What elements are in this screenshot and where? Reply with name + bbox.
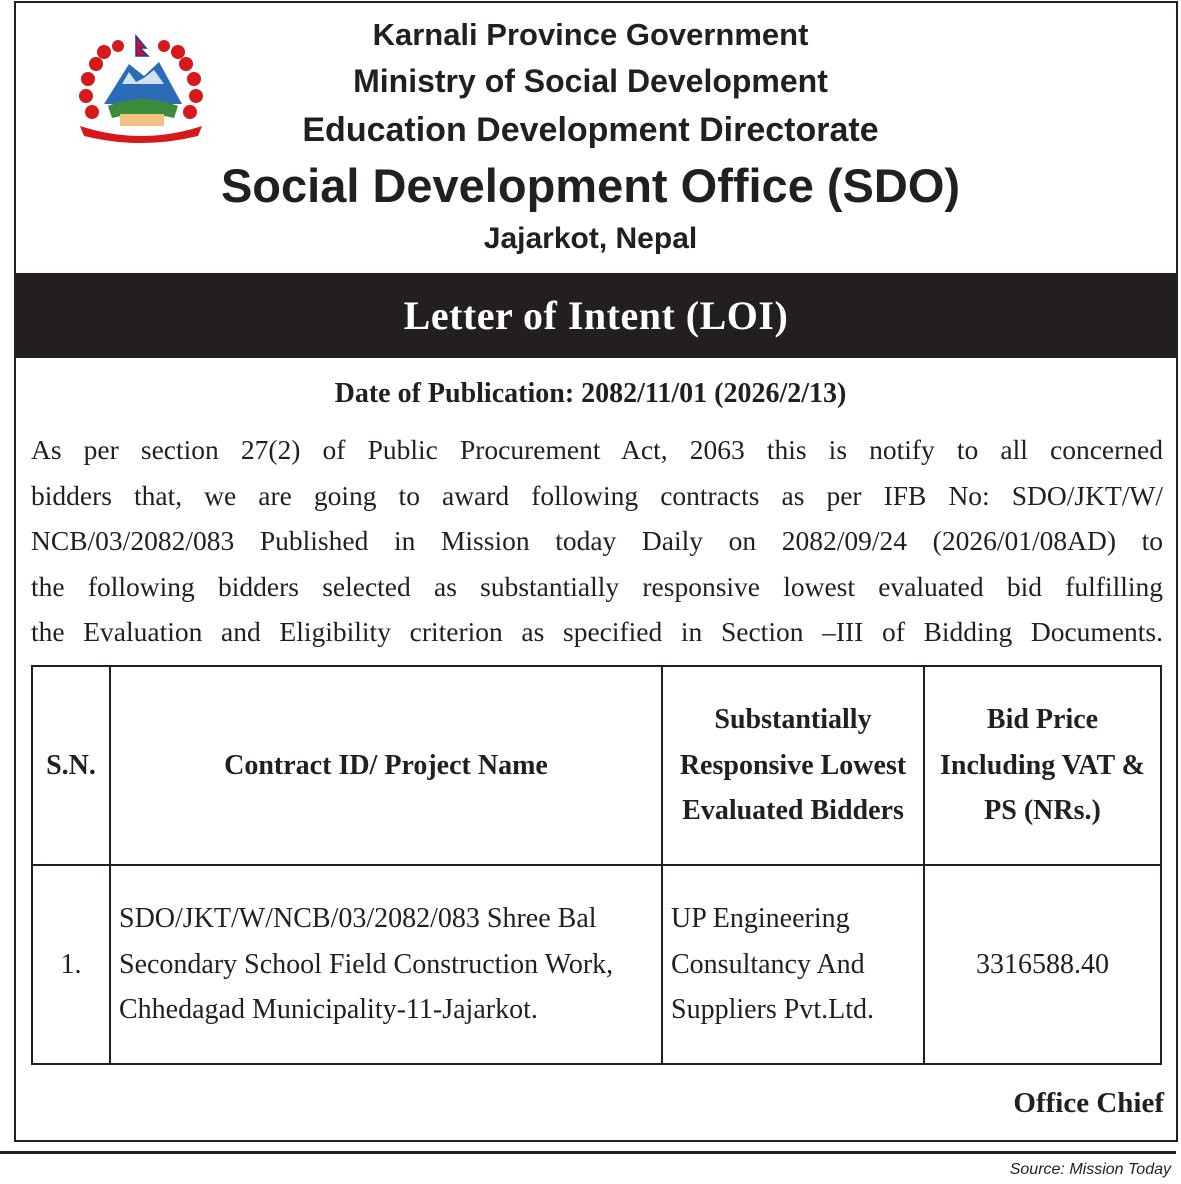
source-credit: Source: Mission Today bbox=[1009, 1161, 1171, 1178]
cell-contract: SDO/JKT/W/NCB/03/2082/083 Shree Bal Secondary School Field Construction Work, Chhedagad Municipality-11-Jajarkot. bbox=[110, 865, 662, 1064]
table-header-row bbox=[32, 666, 1161, 865]
publication-date: Date of Publication: 2082/11/01 (2026/2/13) bbox=[334, 378, 847, 409]
table-row bbox=[32, 865, 1161, 1064]
office-location: Jajarkot, Nepal bbox=[483, 222, 698, 255]
cell-bidder: UP Engineering Consultancy And Suppliers Pvt.Ltd. bbox=[662, 865, 924, 1064]
paragraph-line: the Evaluation and Eligibility criterion as specified in Section –III of Bidding Documents. bbox=[31, 616, 1163, 647]
paragraph-line: As per section 27(2) of Public Procurement Act, 2063 this is notify to all concerned bbox=[31, 434, 1163, 465]
paragraph-line: bidders that, we are going to award following contracts as per IFB No: SDO/JKT/W/ bbox=[31, 479, 1163, 511]
cell-price: 3316588.40 bbox=[924, 865, 1161, 1064]
header-bidder: Substantially Responsive Lowest Evaluated Bidders bbox=[662, 666, 924, 865]
header-contract: Contract ID/ Project Name bbox=[110, 666, 662, 865]
header-sn: S.N. bbox=[32, 666, 110, 865]
office-name: Social Development Office (SDO) bbox=[220, 159, 961, 212]
directorate-name: Education Development Directorate bbox=[302, 111, 879, 149]
notice-title-band bbox=[16, 273, 1176, 358]
government-name: Karnali Province Government bbox=[372, 17, 809, 52]
cell-sn: 1. bbox=[32, 865, 110, 1064]
notice-title: Letter of Intent (LOI) bbox=[403, 293, 789, 338]
divider bbox=[0, 1151, 1176, 1154]
paragraph-line: NCB/03/2082/083 Published in Mission today Daily on 2082/09/24 (2026/01/08AD) to bbox=[31, 525, 1163, 556]
header-price: Bid Price Including VAT & PS (NRs.) bbox=[924, 666, 1161, 865]
signatory: Office Chief bbox=[1013, 1087, 1164, 1119]
notice-paragraph bbox=[31, 427, 1163, 655]
award-table bbox=[31, 665, 1162, 1065]
ministry-name: Ministry of Social Development bbox=[353, 63, 828, 99]
paragraph-line: the following bidders selected as substantially responsive lowest evaluated bid fulfilling bbox=[31, 570, 1163, 602]
